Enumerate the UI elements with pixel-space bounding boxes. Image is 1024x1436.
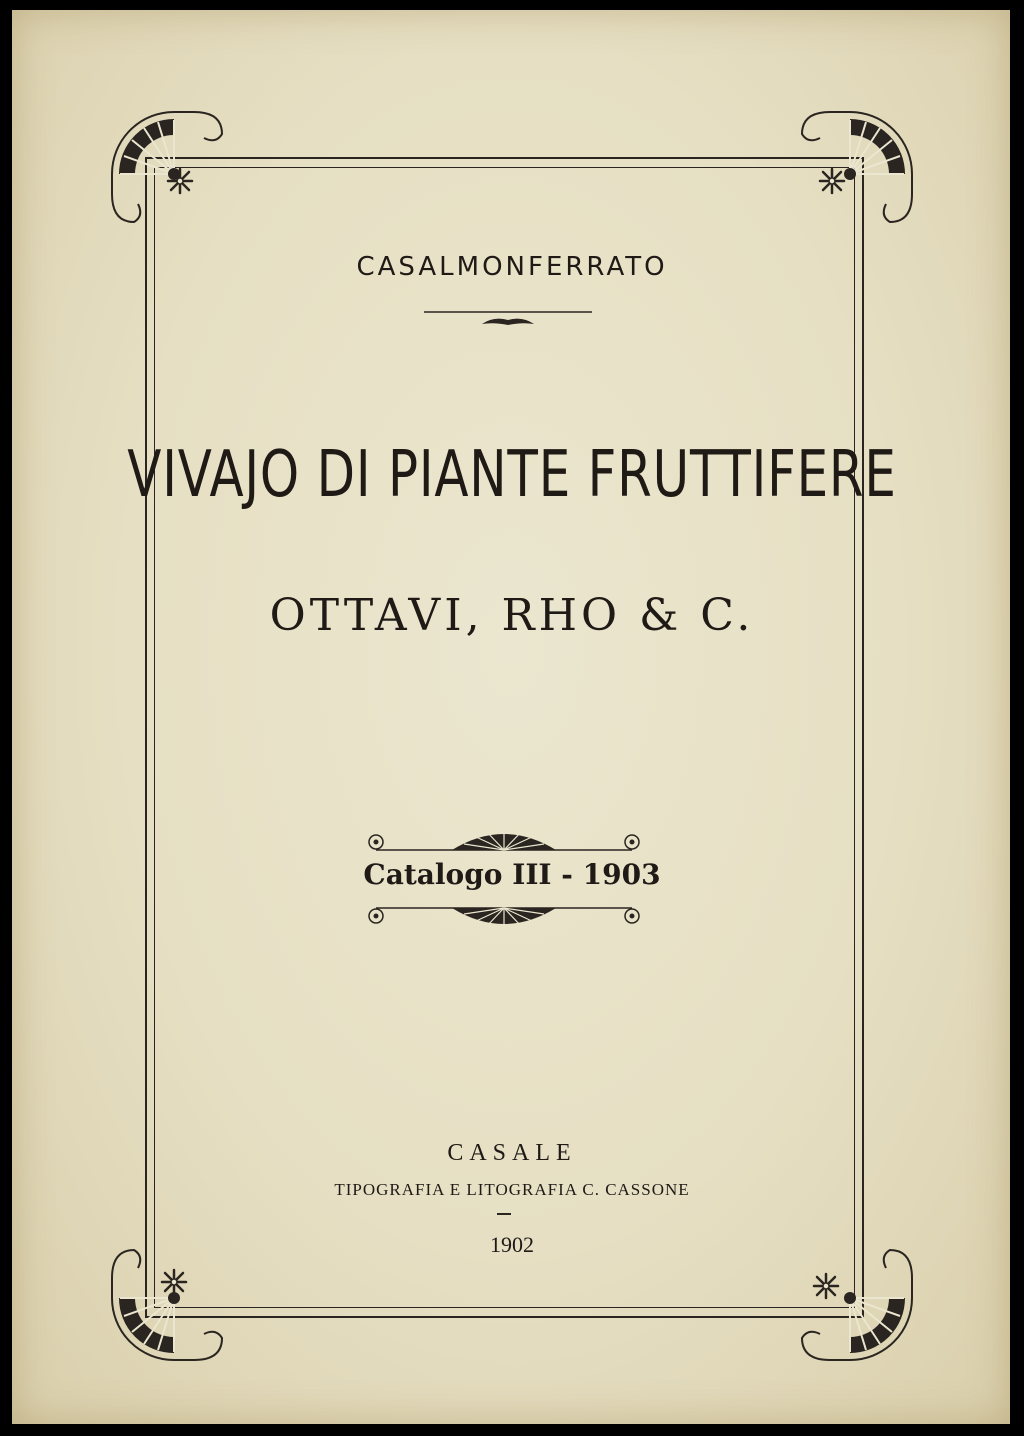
inner-border-frame <box>154 167 855 1308</box>
dash-divider <box>497 1213 511 1215</box>
asterisk-flower-icon <box>166 167 194 195</box>
asterisk-flower-icon <box>812 1272 840 1300</box>
catalog-label: Catalogo III - 1903 <box>363 858 661 891</box>
header-rule-divider-icon <box>424 304 592 330</box>
corner-ornament-top-right-icon <box>790 104 920 234</box>
firm-name: OTTAVI, RHO & C. <box>269 590 755 641</box>
page-title: VIVAJO DI PIANTE FRUTTIFERE <box>127 438 897 512</box>
scroll-divider-bottom-icon <box>364 894 644 936</box>
printer-name: TIPOGRAFIA E LITOGRAFIA C. CASSONE <box>334 1180 690 1199</box>
publisher-city: CASALE <box>447 1140 577 1166</box>
asterisk-flower-icon <box>160 1268 188 1296</box>
asterisk-flower-icon <box>818 167 846 195</box>
publication-year: 1902 <box>490 1232 534 1257</box>
city-header: CASALMONFERRATO <box>356 252 668 282</box>
